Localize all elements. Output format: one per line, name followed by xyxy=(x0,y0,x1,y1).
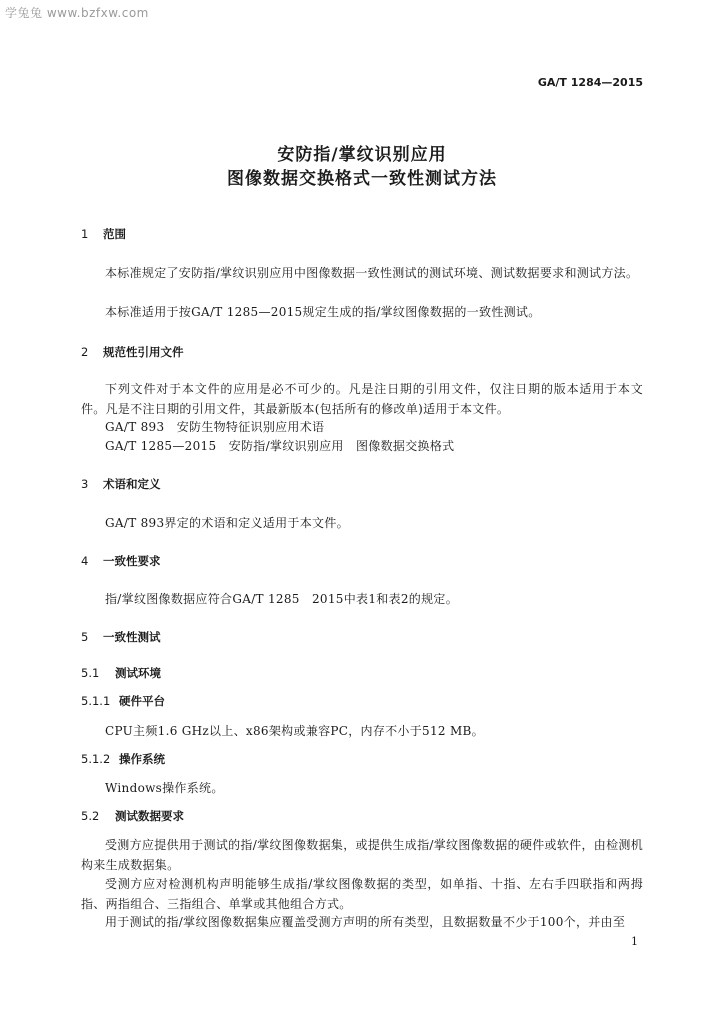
section-number: 5.1 xyxy=(81,666,100,680)
section-title: 规范性引用文件 xyxy=(103,345,184,359)
section-title: 术语和定义 xyxy=(103,477,161,491)
reference-item: GA/T 893 安防生物特征识别应用术语 xyxy=(105,420,325,434)
paragraph: 本标准适用于按GA/T 1285—2015规定生成的指/掌纹图像数据的一致性测试。 xyxy=(105,305,541,319)
section-title: 范围 xyxy=(103,227,126,241)
paragraph: 指/掌纹图像数据应符合GA/T 1285 2015中表1和表2的规定。 xyxy=(105,592,459,606)
paragraph: 用于测试的指/掌纹图像数据集应覆盖受测方声明的所有类型，且数据数量不少于100个，并由至 xyxy=(105,915,626,929)
section-number: 5.1.2 xyxy=(81,752,111,766)
paragraph: 受测方应对检测机构声明能够生成指/掌纹图像数据的类型，如单指、十指、左右手四联指和两拇指、两指组合、三指组合、单掌或其他组合方式。 xyxy=(81,877,643,911)
section-title: 一致性测试 xyxy=(103,630,161,644)
paragraph: GA/T 893界定的术语和定义适用于本文件。 xyxy=(105,516,349,530)
section-title: 测试环境 xyxy=(115,666,161,680)
section-title: 测试数据要求 xyxy=(115,809,184,823)
section-number: 5.1.1 xyxy=(81,694,111,708)
standard-code: GA/T 1284—2015 xyxy=(537,76,643,89)
section-number: 5 xyxy=(81,630,89,644)
section-heading-conformance-testing xyxy=(81,629,161,645)
paragraph: CPU主频1.6 GHz以上、x86架构或兼容PC，内存不小于512 MB。 xyxy=(105,724,484,738)
section-heading-terms xyxy=(81,476,161,492)
section-heading-conformance-requirements xyxy=(81,553,161,569)
section-number: 5.2 xyxy=(81,809,100,823)
section-title: 一致性要求 xyxy=(103,554,161,568)
document-title-line-1: 安防指/掌纹识别应用 xyxy=(277,145,447,165)
section-number: 4 xyxy=(81,554,89,568)
section-title: 硬件平台 xyxy=(119,694,165,708)
section-title: 操作系统 xyxy=(119,752,165,766)
document-title-line-2: 图像数据交换格式一致性测试方法 xyxy=(227,169,497,189)
paragraph: 受测方应提供用于测试的指/掌纹图像数据集，或提供生成指/掌纹图像数据的硬件或软件，由检测机构来生成数据集。 xyxy=(81,838,643,872)
subsection-heading-test-environment xyxy=(81,665,161,681)
section-heading-normative-references xyxy=(81,344,184,360)
reference-item: GA/T 1285—2015 安防指/掌纹识别应用 图像数据交换格式 xyxy=(105,439,455,453)
section-number: 1 xyxy=(81,227,89,241)
subsection-heading-hardware-platform xyxy=(81,693,165,709)
subsection-heading-test-data-requirements xyxy=(81,808,184,824)
site-watermark: 学兔兔 www.bzfxw.com xyxy=(5,6,149,20)
paragraph: 下列文件对于本文件的应用是必不可少的。凡是注日期的引用文件，仅注日期的版本适用于本文件。凡是不注日期的引用文件，其最新版本(包括所有的修改单)适用于本文件。 xyxy=(81,382,643,416)
page-number: 1 xyxy=(631,935,638,948)
section-number: 2 xyxy=(81,345,89,359)
section-heading-scope xyxy=(81,226,126,242)
paragraph: Windows操作系统。 xyxy=(105,781,224,795)
paragraph: 本标准规定了安防指/掌纹识别应用中图像数据一致性测试的测试环境、测试数据要求和测试方法。 xyxy=(105,266,639,280)
section-number: 3 xyxy=(81,477,89,491)
subsection-heading-operating-system xyxy=(81,751,165,767)
